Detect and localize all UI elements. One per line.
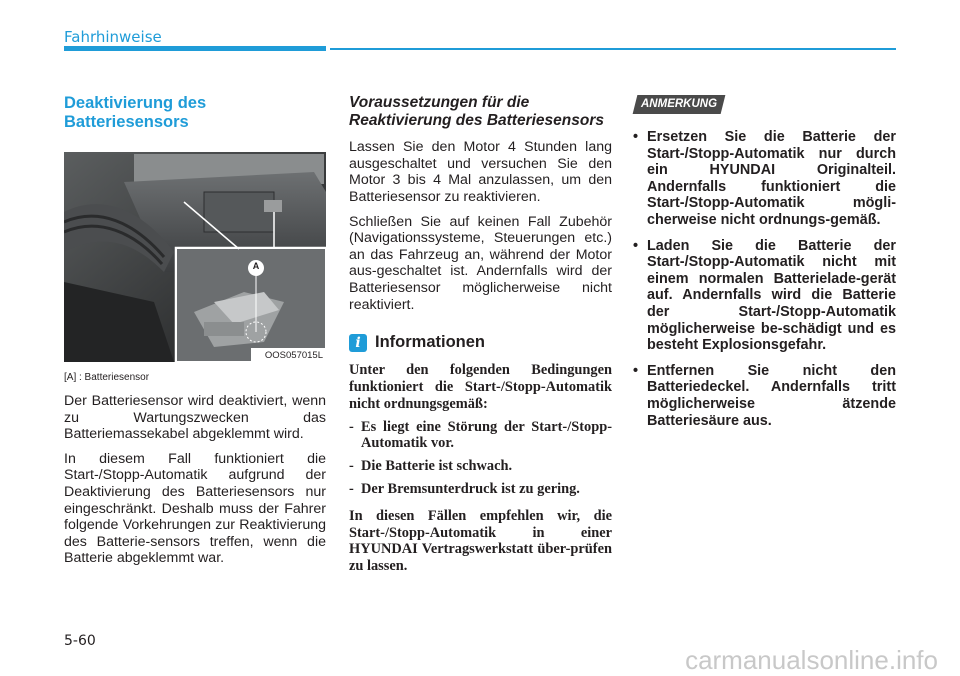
heading-battery-sensor: Deaktivierung des Batteriesensors — [64, 94, 207, 131]
bullet-icon: • — [633, 237, 639, 254]
note-badge: ANMERKUNG — [633, 95, 726, 114]
photo-code: OOS057015L — [264, 350, 323, 361]
dash-marker: - — [349, 418, 354, 435]
note-item — [633, 129, 896, 229]
info-icon: i — [349, 334, 367, 352]
body-paragraph: Der Batteriesensor wird deaktiviert, wenn zu Wartungszwecken das Batteriemassekabel abgeklemmt wird. — [64, 393, 326, 443]
note-text: Ersetzen Sie die Batterie der Start-/Stopp-Automatik nur durch ein HYUNDAI Originalteil. Andernfalls funktioniert die Start-/Stopp-Automatik mögli-cherweise nicht ordnungs-gemäß. — [647, 129, 896, 228]
info-header — [349, 333, 612, 352]
info-list-text: Die Batterie ist schwach. — [361, 458, 513, 475]
engine-bay-illustration — [64, 152, 326, 362]
left-column — [64, 94, 326, 567]
note-text: Entfernen Sie nicht den Batteriedeckel. Andernfalls tritt möglicherweise ätzende Batteriesäure aus. — [647, 362, 896, 429]
subheading-reactivation: Voraussetzungen für die Reaktivierung des Batteriesensors — [349, 94, 604, 129]
note-list — [633, 129, 896, 429]
bullet-icon: • — [633, 129, 639, 145]
dash-marker: - — [349, 480, 354, 497]
right-column — [633, 94, 896, 438]
body-paragraph: Lassen Sie den Motor 4 Stunden lang ausgeschaltet und versuchen Sie den Motor 3 bis 4 Mal anzulassen, um den Batteriesensor zu reaktivieren. — [349, 139, 612, 205]
middle-column — [349, 94, 612, 575]
info-box — [349, 362, 612, 575]
dash-marker: - — [349, 458, 354, 475]
body-paragraph: Schließen Sie auf keinen Fall Zubehör (Navigationssysteme, Steuerungen etc.) an das Fahrzeug an, während der Motor aus-geschaltet ist. Andernfalls wird der Batteriesensor möglicherweise nicht reaktiviert. — [349, 213, 612, 313]
note-item — [633, 238, 896, 354]
page-number: 5-60 — [64, 633, 96, 649]
photo-caption: [A] : Batteriesensor — [64, 372, 150, 383]
info-title: Informationen — [375, 333, 485, 352]
body-paragraph: In diesem Fall funktioniert die Start-/Stopp-Automatik aufgrund der Deaktivierung des Batteriesensors nur eingeschränkt. Deshalb muss der Fahrer folgende Vorkehrungen zur Reaktivierung des Batterie-sensors treffen, wenn die Batterie abgeklemmt war. — [64, 450, 326, 567]
info-list-item — [349, 481, 612, 498]
note-text: Laden Sie die Batterie der Start-/Stopp-Automatik nicht mit einem normalen Batterielade-gerät auf. Andernfalls wird die Batterie der Start-/Stopp-Automatik möglicherweise be-schädigt und es besteht Explosionsgefahr. — [647, 237, 896, 354]
info-list-text: Es liegt eine Störung der Start-/Stopp-Automatik vor. — [361, 418, 612, 452]
info-outro: In diesen Fällen empfehlen wir, die Start-/Stopp-Automatik in einer HYUNDAI Vertragswerkstatt über-prüfen zu lassen. — [349, 507, 612, 575]
info-intro: Unter den folgenden Bedingungen funktioniert die Start-/Stopp-Automatik nicht ordnungsgemäß: — [349, 362, 612, 412]
note-item — [633, 363, 896, 429]
watermark: carmanualsonline.info — [685, 645, 938, 675]
header-rule-thick — [64, 46, 326, 51]
photo-label-a: A — [252, 261, 260, 271]
info-list-text: Der Bremsunterdruck ist zu gering. — [361, 480, 580, 497]
bullet-icon: • — [633, 362, 639, 379]
engine-bay-photo — [64, 152, 326, 362]
info-list-item — [349, 458, 612, 475]
header-rule-thin — [330, 48, 896, 50]
info-list-item — [349, 419, 612, 453]
section-title: Fahrhinweise — [64, 28, 162, 46]
